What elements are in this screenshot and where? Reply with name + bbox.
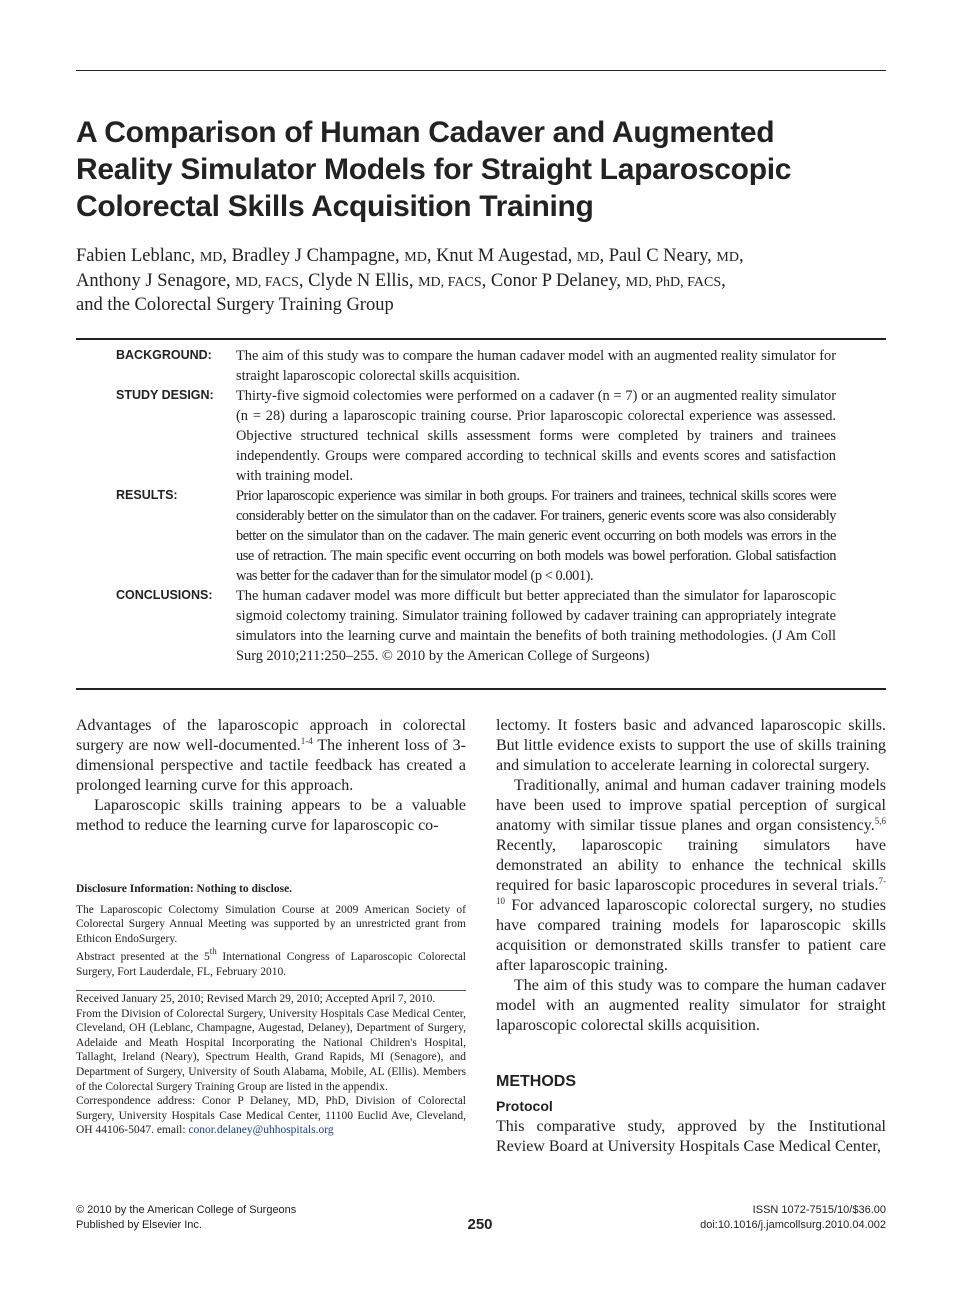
abstract-text: Thirty-five sigmoid colectomies were performed on a cadaver (n = 7) or an augmented reality simulator (n = 28) during a laparoscopic training course. Prior laparoscopic colorectal experience was assessed. Objective structured technical skills assessment forms were completed by trainers and trainees independently. Groups were compared according to technical skills and events scores and satisfaction with training model. [236, 388, 836, 484]
abstract-label: RESULTS: [116, 488, 178, 502]
body-paragraph: Laparoscopic skills training appears to be a valuable method to reduce the learning curve for laparoscopic co- [76, 797, 466, 834]
text-run: Recently, laparoscopic training simulators have demonstrated an ability to enhance the technical skills required for basic laparoscopic procedures in several trials. [496, 837, 886, 894]
text-run: Correspondence address: Conor P Delaney, MD, PhD, Division of Colorectal Surgery, University Hospitals Case Medical Center, 11100 Euclid Ave, Cleveland, OH 44106-5047. email: [76, 1095, 466, 1137]
doi-link[interactable]: doi:10.1016/j.jamcollsurg.2010.04.002 [700, 1219, 886, 1231]
author-line-2 [76, 270, 876, 295]
author-name: Knut M Augestad, [436, 246, 577, 266]
abstract-text: The aim of this study was to compare the human cadaver model with an augmented reality simulator for straight laparoscopic colorectal skills acquisition. [236, 348, 836, 384]
author-name: Bradley J Champagne, [231, 246, 405, 266]
reference-citation[interactable]: 7-10 [496, 876, 886, 906]
body-paragraph [76, 716, 466, 796]
body-paragraph [496, 776, 886, 976]
page-number: 250 [467, 1216, 493, 1233]
correspondence-note [76, 1094, 466, 1138]
author-line-1 [76, 245, 876, 270]
separator: , [738, 246, 744, 266]
author-degree: MD, FACS [235, 274, 299, 290]
author-degree: MD, FACS [418, 274, 482, 290]
separator: , [222, 246, 232, 266]
author-degree: MD [716, 250, 739, 265]
superscript: th [209, 946, 217, 957]
protocol-paragraph: This comparative study, approved by the Institutional Review Board at University Hospitals Case Medical Center, [496, 1118, 886, 1155]
text-run: Traditionally, animal and human cadaver training models have been used to improve spatial perception of surgical anatomy with similar tissue planes and organ consistency. [496, 777, 886, 834]
copyright-text: © 2010 by the American College of Surgeons [76, 1204, 297, 1216]
footnote-divider [76, 990, 466, 991]
abstract-text: Prior laparoscopic experience was similar in both groups. For trainers and trainees, technical skills scores were considerably better on the simulator than on the cadaver. For trainers, generic events score was also considerably better on the simulator than on the cadaver. The main generic event occurring on both models was errors in the use of retraction. The main specific event occurring on both models was bowel perforation. Global satisfaction was better for the cadaver than for the simulator model (p < 0.001). [236, 488, 836, 584]
publisher-text: Published by Elsevier Inc. [76, 1219, 202, 1231]
article-title: A Comparison of Human Cadaver and Augmented Reality Simulator Models for Straight Laparoscopic Colorectal Skills Acquisition Training [76, 116, 792, 223]
separator: , [298, 270, 309, 291]
top-rule [76, 70, 886, 71]
body-paragraph: lectomy. It fosters basic and advanced laparoscopic skills. But little evidence exists to support the use of skills training and simulation to accelerate learning in colorectal surgery. [496, 717, 886, 774]
abstract-label: CONCLUSIONS: [116, 588, 213, 602]
abstract [76, 338, 886, 690]
author-name: Fabien Leblanc, [76, 246, 200, 266]
methods-heading: METHODS [496, 1073, 576, 1090]
author-group: and the Colorectal Surgery Training Group [76, 295, 394, 315]
text-run: Abstract presented at the 5 [76, 951, 210, 964]
affiliation-note: From the Division of Colorectal Surgery, University Hospitals Case Medical Center, Cleveland, OH (Leblanc, Champagne, Augestad, Delaney), Department of Surgery, Adelaide and Meath Hospital Incorporating the National Children's Hospital, Tallaght, Ireland (Neary), Spectrum Health, Grand Rapids, MI (Senagore), and Department of Surgery, University of South Alabama, Mobile, AL (Ellis). Members of the Colorectal Surgery Training Group are listed in the appendix. [76, 1007, 466, 1093]
protocol-heading: Protocol [496, 1098, 553, 1114]
text-run: The inherent loss of 3-dimensional perspective and tactile feedback has created a prolonged learning curve for this approach. [76, 737, 467, 794]
separator: , [721, 270, 726, 291]
author-name: Anthony J Senagore, [76, 270, 236, 291]
abstract-label: STUDY DESIGN: [116, 388, 214, 402]
author-name: Clyde N Ellis, [308, 270, 419, 291]
separator: , [426, 246, 437, 266]
separator: , [481, 270, 491, 291]
reference-citation[interactable]: 1-4 [300, 736, 313, 746]
footnotes-top [76, 882, 466, 980]
author-degree: MD, PhD, FACS [625, 274, 722, 290]
support-note: The Laparoscopic Colectomy Simulation Course at 2009 American Society of Colorectal Surgery Annual Meeting was supported by an unrestricted grant from Ethicon EndoSurgery. [76, 903, 466, 945]
received-dates: Received January 25, 2010; Revised March 29, 2010; Accepted April 7, 2010. [76, 993, 436, 1005]
presentation-note [76, 946, 466, 979]
text-run: International Congress of Laparoscopic Colorectal Surgery, Fort Lauderdale, FL, February 2010. [76, 951, 466, 978]
abstract-text: The human cadaver model was more difficult but better appreciated than the simulator for laparoscopic sigmoid colectomy training. Simulator training followed by cadaver training can appropriately integrate simulators into the learning curve and maintain the benefits of both training methodologies. (J Am Coll Surg 2010;211:250–255. © 2010 by the American College of Surgeons) [236, 588, 836, 664]
body-paragraph: The aim of this study was to compare the human cadaver model with an augmented reality simulator for straight laparoscopic colorectal skills acquisition. [496, 977, 886, 1034]
author-degree: MD [576, 250, 600, 265]
abstract-label: BACKGROUND: [116, 348, 212, 362]
reference-citation[interactable]: 5,6 [874, 816, 886, 826]
footer-right [700, 1203, 886, 1233]
author-degree: MD [199, 250, 223, 265]
email-link[interactable]: conor.delaney@uhhospitals.org [188, 1124, 334, 1137]
issn-text: ISSN 1072-7515/10/$36.00 [752, 1204, 886, 1216]
separator: , [599, 246, 609, 266]
author-list [76, 245, 876, 318]
body-right-column [496, 716, 886, 1036]
text-run: Advantages of the laparoscopic approach in colorectal surgery are now well-documented. [76, 717, 466, 754]
author-degree: MD [404, 250, 427, 265]
footnotes-bottom [76, 992, 466, 1138]
disclosure-note: Disclosure Information: Nothing to disclose. [76, 883, 293, 895]
text-run: For advanced laparoscopic colorectal surgery, no studies have compared training models for laparoscopic skills acquisition or demonstrated skills transfer to patient care after laparoscopic training. [496, 897, 886, 974]
author-name: Paul C Neary, [608, 246, 717, 266]
author-name: Conor P Delaney, [490, 270, 626, 291]
body-left-column [76, 716, 466, 836]
